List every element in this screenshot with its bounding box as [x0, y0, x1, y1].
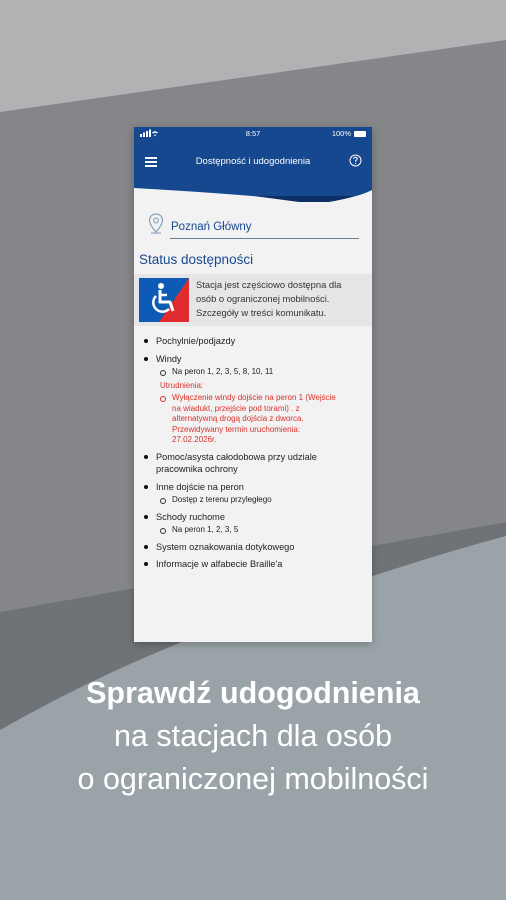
- status-line: osób o ograniczonej mobilności.: [196, 293, 330, 304]
- list-item: Pomoc/asysta całodobowa przy udziale pracownika ochrony: [134, 451, 372, 476]
- list-item: Windy Na peron 1, 2, 3, 5, 8, 10, 11 Utrudnienia: Wyłączenie windy dojście na peron 1 (Wejście na wiadukt, przejście pod torami) . z alternatywną drogą dojścia z dworca. Przewidywany termin uruchomienia: 27.02.2026r.: [134, 353, 372, 446]
- wheelchair-icon: [139, 278, 189, 322]
- input-underline: [170, 238, 359, 239]
- accessibility-status-box: [134, 274, 372, 326]
- promo-caption-line-1: Sprawdź udogodnienia: [86, 676, 420, 710]
- list-item: Inne dojście na peron Dostęp z terenu przyległego: [134, 481, 372, 506]
- header-background: [134, 140, 372, 202]
- status-line: Stacja jest częściowo dostępna dla: [196, 279, 342, 290]
- list-item: System oznakowania dotykowego: [134, 541, 372, 554]
- section-title: Status dostępności: [139, 252, 254, 267]
- status-line: Szczegóły w treści komunikatu.: [196, 307, 327, 318]
- list-item: Pochylnie/podjazdy: [134, 335, 372, 348]
- sub-item: Na peron 1, 2, 3, 5: [156, 525, 372, 536]
- app-header: [134, 140, 372, 202]
- promo-caption-line-2: na stacjach dla osób: [113, 719, 393, 753]
- question-mark-icon[interactable]: [349, 154, 362, 167]
- promo-caption-line-3: o ograniczonej mobilności: [77, 762, 429, 796]
- hamburger-icon[interactable]: [145, 157, 157, 167]
- status-bar: [134, 127, 372, 140]
- map-pin-icon: [148, 213, 164, 235]
- difficulty-item: Wyłączenie windy dojście na peron 1 (Wejście na wiadukt, przejście pod torami) . z alternatywną drogą dojścia z dworca. Przewidywany termin uruchomienia: 27.02.2026r.: [156, 393, 372, 446]
- signal-icon: [140, 129, 158, 137]
- phone-screen: [134, 127, 372, 642]
- battery-icon: [354, 131, 366, 137]
- station-search[interactable]: [148, 213, 359, 239]
- signal-wifi: [140, 129, 158, 137]
- sub-item: Na peron 1, 2, 3, 5, 8, 10, 11: [156, 367, 372, 378]
- page-title: Dostępność i udogodnienia: [195, 156, 311, 167]
- battery-percent: 100%: [331, 129, 351, 138]
- difficulties-label: Utrudnienia:: [160, 380, 204, 390]
- sub-item: Dostęp z terenu przyległego: [156, 495, 372, 506]
- list-item: Informacje w alfabecie Braille'a: [134, 558, 372, 571]
- station-name: Poznań Główny: [171, 221, 252, 233]
- status-description: [196, 278, 368, 320]
- list-item: Schody ruchome Na peron 1, 2, 3, 5: [134, 511, 372, 536]
- features-list: [134, 335, 372, 576]
- clock: 8:57: [245, 129, 261, 138]
